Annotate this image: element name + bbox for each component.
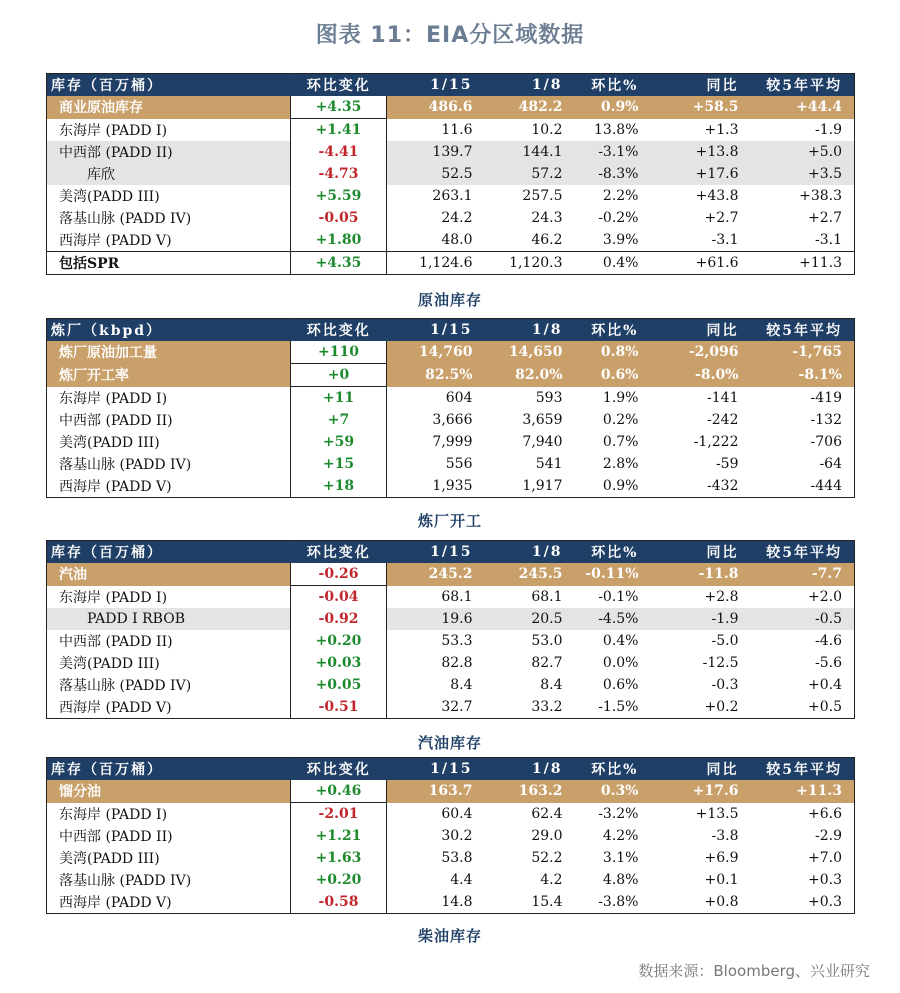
cell-wow-pct: -3.2%: [598, 805, 639, 822]
table-row: [47, 252, 855, 275]
table-header-row: [47, 319, 855, 342]
cell-category: 美湾(PADD III): [59, 851, 160, 867]
cell-wow-pct: -0.11%: [575, 563, 651, 586]
cell-wow-pct: 0.9%: [575, 96, 651, 119]
cell-category: 落基山脉 (PADD IV): [59, 873, 192, 889]
gasoline-inventory-table: [46, 540, 855, 719]
cell-yoy: +2.7: [704, 210, 739, 226]
cell-category: 西海岸 (PADD V): [59, 895, 172, 911]
cell-current-week: 263.1: [432, 188, 473, 204]
cell-wow-change: -4.41: [291, 141, 387, 163]
header-vs-5yr-avg: 较5年平均: [751, 74, 855, 97]
cell-wow-pct: 0.4%: [602, 633, 639, 649]
cell-wow-pct: 3.1%: [602, 850, 639, 866]
header-wow-pct: 环比%: [575, 758, 651, 781]
cell-yoy: +0.8: [704, 894, 739, 910]
header-category: 炼厂（kbpd）: [47, 319, 291, 342]
cell-yoy: -59: [715, 456, 739, 472]
distillate-inventory-caption: 柴油库存: [417, 927, 482, 945]
refinery-table: [46, 318, 855, 498]
header-wow-change: 环比变化: [291, 74, 387, 97]
cell-prior-week: 15.4: [531, 894, 563, 910]
table-row: [47, 119, 855, 142]
cell-yoy: -2,096: [651, 341, 751, 364]
cell-yoy: -0.3: [711, 677, 739, 693]
cell-category: 东海岸 (PADD I): [59, 390, 168, 407]
cell-prior-week: 8.4: [540, 677, 563, 693]
cell-wow-change: +0.05: [291, 674, 387, 696]
data-source-note: 数据来源：Bloomberg、兴业研究: [638, 962, 870, 980]
table-row: [47, 847, 855, 869]
cell-yoy: -3.8: [711, 828, 739, 844]
cell-current-week: 14,760: [387, 341, 485, 364]
cell-vs-5yr-avg: +3.5: [751, 163, 855, 185]
cell-yoy: -5.0: [711, 633, 739, 649]
cell-prior-week: 4.2: [540, 872, 563, 888]
header-wow-pct: 环比%: [575, 319, 651, 342]
cell-wow-pct: 0.6%: [575, 364, 651, 387]
cell-current-week: 32.7: [441, 699, 473, 715]
cell-wow-change: +7: [291, 409, 387, 431]
cell-vs-5yr-avg: +0.4: [808, 677, 842, 693]
table-row: [47, 563, 855, 586]
cell-yoy: +43.8: [695, 188, 739, 204]
cell-wow-change: +1.41: [291, 119, 387, 142]
cell-wow-change: -0.58: [291, 891, 387, 914]
cell-current-week: 604: [445, 389, 473, 406]
cell-wow-pct: 0.8%: [575, 341, 651, 364]
table-row: [47, 780, 855, 803]
cell-current-week: 14.8: [441, 894, 473, 910]
table-row: [47, 803, 855, 826]
cell-prior-week: 3,659: [522, 412, 563, 428]
header-yoy: 同比: [651, 541, 751, 564]
cell-wow-pct: -3.1%: [575, 141, 651, 163]
cell-category: 美湾(PADD III): [59, 435, 160, 451]
table-row: [47, 185, 855, 207]
header-wow-pct: 环比%: [575, 541, 651, 564]
cell-current-week: 53.3: [441, 633, 473, 649]
cell-current-week: 30.2: [441, 828, 473, 844]
cell-yoy: -3.1: [711, 232, 739, 248]
header-current-week: 1/15: [387, 319, 485, 342]
cell-wow-change: -4.73: [291, 163, 387, 185]
cell-wow-change: +4.35: [291, 252, 387, 275]
cell-prior-week: 82.7: [531, 655, 563, 671]
cell-vs-5yr-avg: +2.0: [808, 588, 842, 605]
cell-current-week: 139.7: [387, 141, 485, 163]
cell-category: 中西部 (PADD II): [59, 413, 173, 429]
table-row: [47, 364, 855, 387]
cell-wow-pct: -3.8%: [598, 894, 639, 910]
cell-wow-pct: -8.3%: [575, 163, 651, 185]
cell-prior-week: 46.2: [531, 232, 563, 248]
cell-wow-pct: 1.9%: [602, 389, 639, 406]
cell-wow-change: -0.05: [291, 207, 387, 229]
cell-category: 商业原油库存: [47, 96, 291, 119]
cell-current-week: 48.0: [441, 232, 473, 248]
cell-wow-change: +0.03: [291, 652, 387, 674]
cell-prior-week: 1,917: [522, 478, 563, 494]
cell-vs-5yr-avg: -1.9: [815, 121, 842, 138]
cell-category: 中西部 (PADD II): [59, 634, 173, 650]
table-header-row: [47, 541, 855, 564]
cell-yoy: -1.9: [651, 608, 751, 630]
cell-prior-week: 53.0: [531, 633, 563, 649]
cell-vs-5yr-avg: +11.3: [751, 252, 855, 275]
cell-wow-change: -0.51: [291, 696, 387, 719]
cell-yoy: -1,222: [693, 434, 739, 450]
cell-prior-week: 33.2: [531, 699, 563, 715]
refinery-caption: 炼厂开工: [417, 512, 482, 530]
cell-yoy: +61.6: [651, 252, 751, 275]
cell-vs-5yr-avg: +7.0: [808, 850, 842, 866]
header-wow-change: 环比变化: [291, 541, 387, 564]
cell-category: 西海岸 (PADD V): [59, 479, 172, 495]
cell-wow-pct: 0.7%: [602, 434, 639, 450]
cell-yoy: -141: [707, 389, 739, 406]
cell-vs-5yr-avg: +0.3: [808, 872, 842, 888]
cell-wow-pct: 0.0%: [602, 655, 639, 671]
cell-vs-5yr-avg: +11.3: [751, 780, 855, 803]
cell-wow-change: +0.20: [291, 630, 387, 652]
cell-current-week: 53.8: [441, 850, 473, 866]
cell-category: 美湾(PADD III): [59, 656, 160, 672]
cell-vs-5yr-avg: -132: [810, 412, 842, 428]
cell-category: 落基山脉 (PADD IV): [59, 457, 192, 473]
header-wow-change: 环比变化: [291, 319, 387, 342]
cell-category: 落基山脉 (PADD IV): [59, 678, 192, 694]
cell-wow-pct: 2.2%: [602, 188, 639, 204]
header-yoy: 同比: [651, 74, 751, 97]
cell-vs-5yr-avg: +44.4: [751, 96, 855, 119]
cell-vs-5yr-avg: -0.5: [751, 608, 855, 630]
header-category: 库存（百万桶）: [47, 758, 291, 781]
cell-category: 西海岸 (PADD V): [59, 233, 172, 249]
cell-wow-pct: 0.6%: [602, 677, 639, 693]
cell-wow-pct: -1.5%: [598, 699, 639, 715]
cell-current-week: 1,124.6: [387, 252, 485, 275]
cell-wow-pct: 0.4%: [575, 252, 651, 275]
cell-prior-week: 593: [535, 389, 563, 406]
cell-vs-5yr-avg: -4.6: [815, 633, 842, 649]
cell-category: 西海岸 (PADD V): [59, 700, 172, 716]
header-category: 库存（百万桶）: [47, 74, 291, 97]
cell-vs-5yr-avg: -5.6: [815, 655, 842, 671]
crude-inventory-caption: 原油库存: [417, 291, 482, 309]
cell-current-week: 68.1: [441, 588, 473, 605]
cell-wow-change: +11: [291, 387, 387, 410]
header-wow-change: 环比变化: [291, 758, 387, 781]
cell-prior-week: 29.0: [531, 828, 563, 844]
table-row: [47, 163, 855, 185]
table-row: [47, 141, 855, 163]
cell-vs-5yr-avg: -1,765: [751, 341, 855, 364]
cell-wow-pct: -0.2%: [598, 210, 639, 226]
cell-wow-change: +0: [291, 364, 387, 387]
table-row: [47, 630, 855, 652]
cell-current-week: 82.5%: [387, 364, 485, 387]
cell-category: 库欣: [47, 163, 291, 185]
cell-current-week: 82.8: [441, 655, 473, 671]
cell-wow-pct: 0.2%: [602, 412, 639, 428]
cell-category: 东海岸 (PADD I): [59, 122, 168, 139]
table-row: [47, 696, 855, 719]
cell-current-week: 7,999: [432, 434, 473, 450]
header-yoy: 同比: [651, 758, 751, 781]
cell-yoy: -11.8: [651, 563, 751, 586]
header-wow-pct: 环比%: [575, 74, 651, 97]
cell-category: 馏分油: [47, 780, 291, 803]
cell-prior-week: 541: [535, 456, 563, 472]
cell-current-week: 52.5: [387, 163, 485, 185]
cell-vs-5yr-avg: -8.1%: [751, 364, 855, 387]
header-current-week: 1/15: [387, 74, 485, 97]
cell-yoy: -432: [707, 478, 739, 494]
cell-wow-pct: 4.8%: [602, 872, 639, 888]
table-row: [47, 431, 855, 453]
table-row: [47, 341, 855, 364]
table-row: [47, 409, 855, 431]
cell-current-week: 19.6: [387, 608, 485, 630]
cell-wow-change: +1.21: [291, 825, 387, 847]
table-row: [47, 825, 855, 847]
cell-category: 炼厂开工率: [47, 364, 291, 387]
cell-current-week: 163.7: [387, 780, 485, 803]
cell-yoy: +1.3: [704, 121, 739, 138]
table-header-row: [47, 74, 855, 97]
crude-inventory-table: [46, 73, 855, 275]
cell-category: 汽油: [47, 563, 291, 586]
cell-wow-change: +18: [291, 475, 387, 498]
cell-current-week: 4.4: [450, 872, 473, 888]
table-row: [47, 96, 855, 119]
cell-prior-week: 10.2: [531, 121, 563, 138]
table-row: [47, 869, 855, 891]
cell-yoy: -8.0%: [651, 364, 751, 387]
cell-yoy: +17.6: [651, 780, 751, 803]
cell-vs-5yr-avg: -2.9: [815, 828, 842, 844]
cell-prior-week: 7,940: [522, 434, 563, 450]
header-category: 库存（百万桶）: [47, 541, 291, 564]
header-vs-5yr-avg: 较5年平均: [751, 758, 855, 781]
cell-wow-pct: 0.3%: [575, 780, 651, 803]
cell-category: 东海岸 (PADD I): [59, 589, 168, 606]
header-prior-week: 1/8: [485, 319, 575, 342]
cell-prior-week: 57.2: [485, 163, 575, 185]
cell-wow-change: -2.01: [291, 803, 387, 826]
cell-current-week: 245.2: [387, 563, 485, 586]
cell-prior-week: 82.0%: [485, 364, 575, 387]
cell-category: 中西部 (PADD II): [59, 829, 173, 845]
distillate-inventory-table: [46, 757, 855, 914]
cell-yoy: +58.5: [651, 96, 751, 119]
cell-category: 包括SPR: [47, 252, 291, 275]
cell-wow-pct: -4.5%: [575, 608, 651, 630]
cell-wow-pct: 2.8%: [602, 456, 639, 472]
cell-vs-5yr-avg: +2.7: [808, 210, 842, 226]
table-header-row: [47, 758, 855, 781]
cell-yoy: +0.2: [704, 699, 739, 715]
cell-yoy: +17.6: [651, 163, 751, 185]
cell-prior-week: 163.2: [485, 780, 575, 803]
page-title: 图表 11：EIA分区域数据: [315, 23, 585, 48]
table-row: [47, 674, 855, 696]
cell-wow-change: -0.26: [291, 563, 387, 586]
header-prior-week: 1/8: [485, 74, 575, 97]
cell-wow-change: +5.59: [291, 185, 387, 207]
header-current-week: 1/15: [387, 541, 485, 564]
cell-vs-5yr-avg: +0.5: [808, 699, 842, 715]
cell-prior-week: 482.2: [485, 96, 575, 119]
header-vs-5yr-avg: 较5年平均: [751, 319, 855, 342]
cell-vs-5yr-avg: -7.7: [751, 563, 855, 586]
cell-prior-week: 62.4: [531, 805, 563, 822]
cell-prior-week: 68.1: [531, 588, 563, 605]
cell-category: 中西部 (PADD II): [47, 141, 291, 163]
table-row: [47, 207, 855, 229]
cell-wow-change: -0.04: [291, 586, 387, 609]
table-row: [47, 652, 855, 674]
cell-wow-pct: 13.8%: [594, 121, 639, 138]
cell-wow-change: +1.63: [291, 847, 387, 869]
cell-vs-5yr-avg: +6.6: [808, 805, 842, 822]
cell-prior-week: 20.5: [485, 608, 575, 630]
table-row: [47, 475, 855, 498]
cell-current-week: 24.2: [441, 210, 473, 226]
cell-wow-change: +0.46: [291, 780, 387, 803]
header-prior-week: 1/8: [485, 758, 575, 781]
cell-prior-week: 24.3: [531, 210, 563, 226]
cell-vs-5yr-avg: +0.3: [808, 894, 842, 910]
cell-vs-5yr-avg: +38.3: [799, 188, 842, 204]
cell-wow-change: +0.20: [291, 869, 387, 891]
cell-current-week: 3,666: [432, 412, 473, 428]
cell-wow-pct: 0.9%: [602, 478, 639, 494]
cell-wow-change: +1.80: [291, 229, 387, 252]
cell-wow-change: +4.35: [291, 96, 387, 119]
header-yoy: 同比: [651, 319, 751, 342]
table-row: [47, 229, 855, 252]
cell-vs-5yr-avg: -64: [819, 456, 842, 472]
cell-current-week: 1,935: [432, 478, 473, 494]
cell-category: 落基山脉 (PADD IV): [59, 211, 192, 227]
cell-yoy: -12.5: [702, 655, 739, 671]
cell-current-week: 486.6: [387, 96, 485, 119]
cell-yoy: +13.8: [651, 141, 751, 163]
cell-vs-5yr-avg: -3.1: [815, 232, 842, 248]
cell-wow-change: -0.92: [291, 608, 387, 630]
table-row: [47, 891, 855, 914]
cell-vs-5yr-avg: -706: [810, 434, 842, 450]
cell-category: PADD I RBOB: [47, 608, 291, 630]
cell-wow-pct: -0.1%: [598, 588, 639, 605]
cell-prior-week: 245.5: [485, 563, 575, 586]
cell-yoy: +2.8: [704, 588, 739, 605]
table-row: [47, 608, 855, 630]
cell-wow-pct: 4.2%: [602, 828, 639, 844]
header-current-week: 1/15: [387, 758, 485, 781]
header-prior-week: 1/8: [485, 541, 575, 564]
cell-yoy: +13.5: [695, 805, 739, 822]
cell-yoy: +0.1: [704, 872, 739, 888]
cell-category: 美湾(PADD III): [59, 189, 160, 205]
cell-vs-5yr-avg: -419: [810, 389, 842, 406]
cell-yoy: -242: [707, 412, 739, 428]
cell-current-week: 556: [445, 456, 473, 472]
cell-vs-5yr-avg: +5.0: [751, 141, 855, 163]
cell-prior-week: 1,120.3: [485, 252, 575, 275]
table-row: [47, 387, 855, 410]
cell-prior-week: 144.1: [485, 141, 575, 163]
cell-current-week: 8.4: [450, 677, 473, 693]
cell-category: 东海岸 (PADD I): [59, 806, 168, 823]
cell-wow-change: +59: [291, 431, 387, 453]
cell-current-week: 60.4: [441, 805, 473, 822]
cell-yoy: +6.9: [704, 850, 739, 866]
cell-prior-week: 52.2: [531, 850, 563, 866]
table-row: [47, 453, 855, 475]
cell-wow-change: +110: [291, 341, 387, 364]
cell-current-week: 11.6: [441, 121, 473, 138]
cell-category: 炼厂原油加工量: [47, 341, 291, 364]
cell-wow-pct: 3.9%: [602, 232, 639, 248]
cell-vs-5yr-avg: -444: [810, 478, 842, 494]
table-row: [47, 586, 855, 609]
cell-prior-week: 14,650: [485, 341, 575, 364]
header-vs-5yr-avg: 较5年平均: [751, 541, 855, 564]
gasoline-inventory-caption: 汽油库存: [417, 734, 482, 752]
cell-prior-week: 257.5: [522, 188, 563, 204]
cell-wow-change: +15: [291, 453, 387, 475]
